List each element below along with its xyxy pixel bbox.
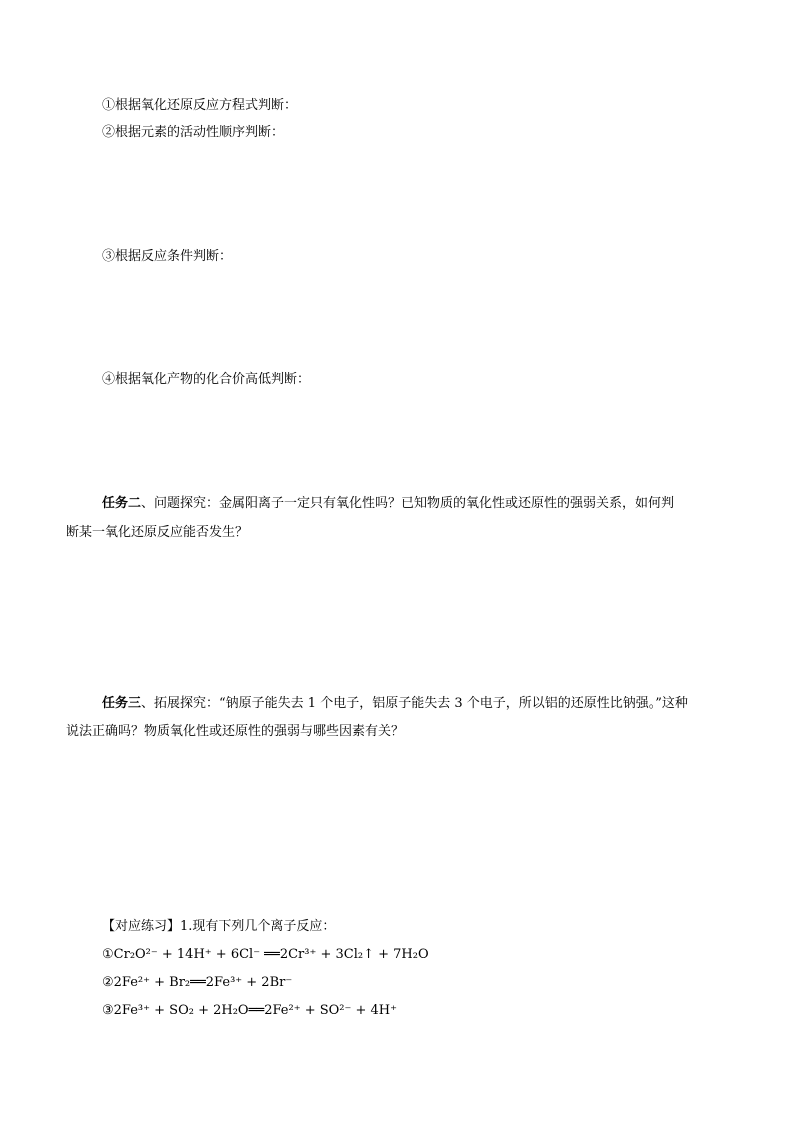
reaction-1: ①Cr₂O²⁻ + 14H⁺ + 6Cl⁻ ══2Cr³⁺ + 3Cl₂↑ + 7H₂O	[102, 947, 429, 962]
task3-text-1: 、拓展探究：“钠原子能失去 1 个电子，铝原子能失去 3 个电子，所以铝的还原性比钠强。”这种	[141, 696, 688, 711]
reaction-2: ②2Fe²⁺ + Br₂══2Fe³⁺ + 2Br⁻	[102, 975, 293, 990]
method-3: ③根据反应条件判断：	[102, 249, 233, 264]
method-1: ①根据氧化还原反应方程式判断：	[102, 98, 298, 113]
task3-label: 任务三	[102, 696, 142, 711]
task2-label: 任务二	[102, 496, 142, 511]
task3-text-2: 说法正确吗？物质氧化性或还原性的强弱与哪些因素有关？	[66, 724, 405, 739]
reaction-3: ③2Fe³⁺ + SO₂ + 2H₂O══2Fe²⁺ + SO²⁻ + 4H⁺	[102, 1003, 397, 1018]
task2-text-2: 断某一氧化还原反应能否发生？	[66, 525, 249, 540]
task2-line1	[102, 494, 674, 514]
task2-text-1: 、问题探究：金属阳离子一定只有氧化性吗？已知物质的氧化性或还原性的强弱关系，如何判	[141, 496, 675, 511]
task3-line1	[102, 694, 688, 714]
exercise-heading: 【对应练习】1.现有下列几个离子反应：	[102, 919, 336, 934]
method-2: ②根据元素的活动性顺序判断：	[102, 125, 285, 140]
method-4: ④根据氧化产物的化合价高低判断：	[102, 372, 311, 387]
